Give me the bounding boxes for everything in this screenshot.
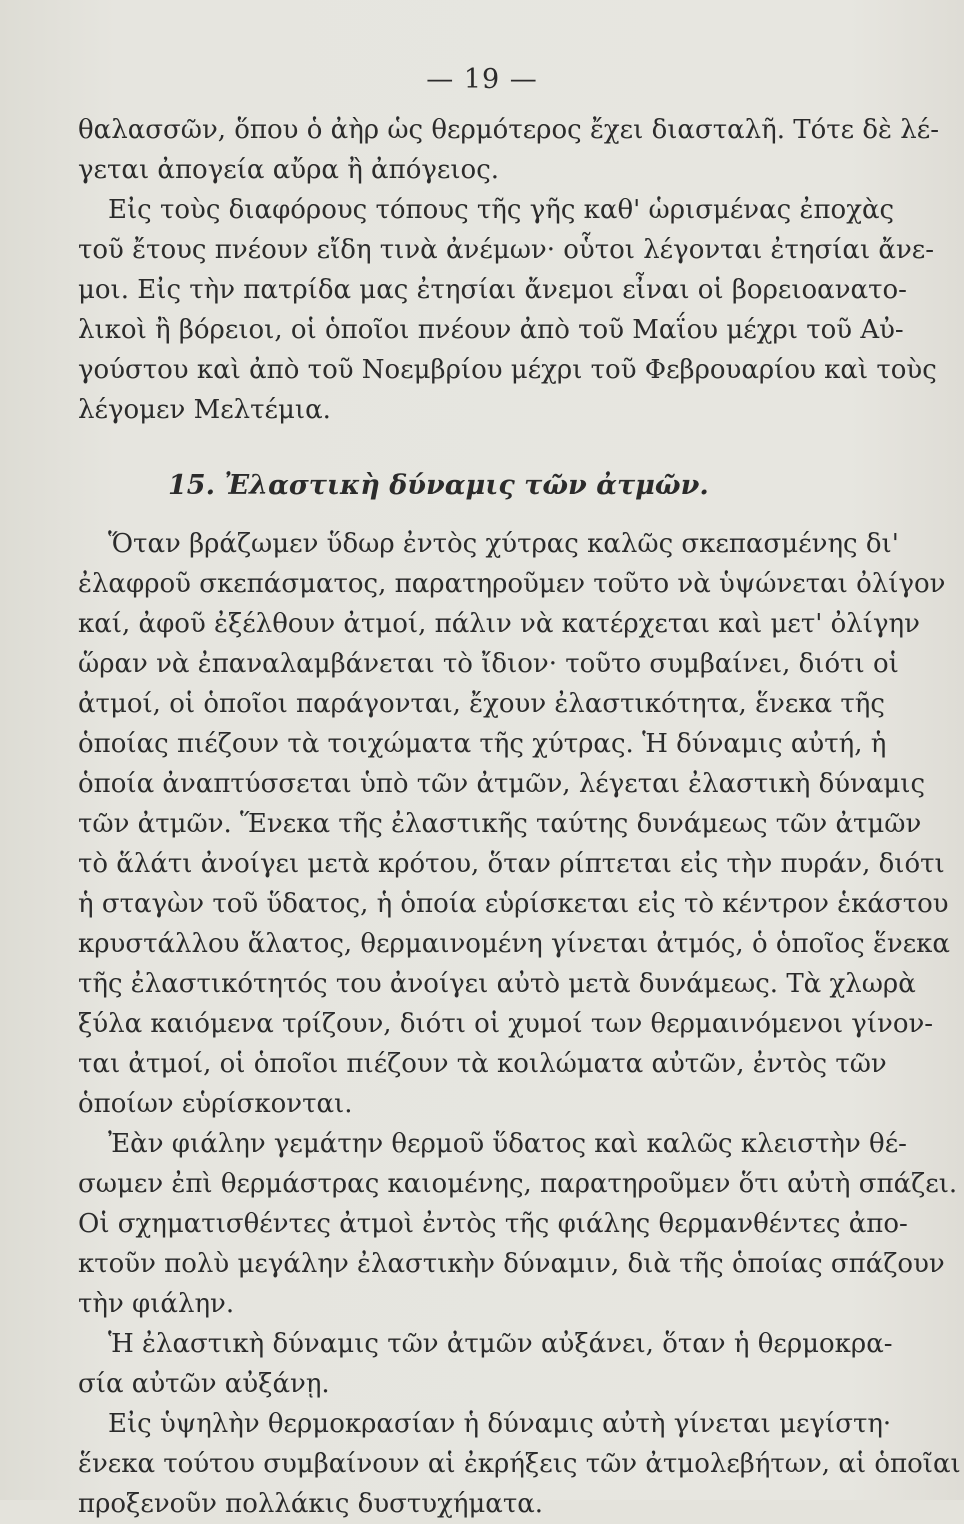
text-line: Οἱ σχηματισθέντες ἀτμοὶ ἐντὸς τῆς φιάλης θερμανθέντες ἀπο- <box>78 1209 908 1239</box>
text-line: ἀτμοί, οἱ ὁποῖοι παράγονται, ἔχουν ἐλαστικότητα, ἕνεκα τῆς <box>78 689 885 719</box>
text-line: κτοῦν πολὺ μεγάλην ἐλαστικὴν δύναμιν, διὰ τῆς ὁποίας σπάζουν <box>78 1249 945 1279</box>
text-line: ξύλα καιόμενα τρίζουν, διότι οἱ χυμοί των θερμαινόμενοι γίνον- <box>78 1009 934 1039</box>
section-heading: 15. Ἐλαστικὴ δύναμις τῶν ἀτμῶν. <box>168 470 709 501</box>
text-line: λέγομεν Μελτέμια. <box>78 395 331 425</box>
text-line: Ἐὰν φιάλην γεμάτην θερμοῦ ὕδατος καὶ καλῶς κλειστὴν θέ- <box>108 1129 907 1159</box>
text-line: ὁποία ἀναπτύσσεται ὑπὸ τῶν ἀτμῶν, λέγεται ἐλαστικὴ δύναμις <box>78 769 926 799</box>
text-line: λικοὶ ἢ βόρειοι, οἱ ὁποῖοι πνέουν ἀπὸ τοῦ Μαΐου μέχρι τοῦ Αὐ- <box>78 315 904 345</box>
page-text <box>78 110 961 1524</box>
text-line: σωμεν ἐπὶ θερμάστρας καιομένης, παρατηροῦμεν ὅτι αὐτὴ σπάζει. <box>78 1169 958 1199</box>
text-line: Εἰς τοὺς διαφόρους τόπους τῆς γῆς καθ' ὡρισμένας ἐποχὰς <box>108 195 895 225</box>
text-line: μοι. Εἰς τὴν πατρίδα μας ἐτησίαι ἄνεμοι εἶναι οἱ βορειοανατο- <box>78 275 907 305</box>
text-line: τὸ ἅλάτι ἀνοίγει μετὰ κρότου, ὅταν ρίπτεται εἰς τὴν πυράν, διότι <box>78 849 945 879</box>
text-line: ὥραν νὰ ἐπαναλαμβάνεται τὸ ἴδιον· τοῦτο συμβαίνει, διότι οἱ <box>78 649 899 679</box>
text-line: Ὅταν βράζωμεν ὕδωρ ἐντὸς χύτρας καλῶς σκεπασμένης δι' <box>108 529 899 559</box>
text-line: Εἰς ὑψηλὴν θερμοκρασίαν ἡ δύναμις αὐτὴ γίνεται μεγίστη· <box>108 1409 892 1439</box>
text-line: θαλασσῶν, ὅπου ὁ ἀὴρ ὡς θερμότερος ἔχει διασταλῆ. Τότε δὲ λέ- <box>78 115 939 145</box>
text-line: ται ἀτμοί, οἱ ὁποῖοι πιέζουν τὰ κοιλώματα αὐτῶν, ἐντὸς τῶν <box>78 1049 887 1079</box>
text-line: τῆς ἐλαστικότητός του ἀνοίγει αὐτὸ μετὰ δυνάμεως. Τὰ χλωρὰ <box>78 969 916 999</box>
text-line: τὴν φιάλην. <box>78 1289 235 1319</box>
text-line: γεται ἀπογεία αὔρα ἢ ἀπόγειος. <box>78 155 500 185</box>
text-line: καί, ἀφοῦ ἐξέλθουν ἀτμοί, πάλιν νὰ κατέρχεται καὶ μετ' ὀλίγην <box>78 609 920 639</box>
text-line: ὁποίων εὑρίσκονται. <box>78 1089 353 1119</box>
text-line: ἕνεκα τούτου συμβαίνουν αἱ ἐκρήξεις τῶν ἀτμολεβήτων, αἱ ὁποῖαι <box>78 1449 961 1479</box>
text-line: ἡ σταγὼν τοῦ ὕδατος, ἡ ὁποία εὑρίσκεται εἰς τὸ κέντρον ἑκάστου <box>78 889 949 919</box>
text-line: τῶν ἀτμῶν. Ἕνεκα τῆς ἐλαστικῆς ταύτης δυνάμεως τῶν ἀτμῶν <box>78 809 922 839</box>
text-line: γούστου καὶ ἀπὸ τοῦ Νοεμβρίου μέχρι τοῦ Φεβρουαρίου καὶ τοὺς <box>78 355 937 385</box>
page-number: — 19 — <box>426 64 538 95</box>
text-line: ὁποίας πιέζουν τὰ τοιχώματα τῆς χύτρας. Ἡ δύναμις αὐτή, ἡ <box>78 729 887 759</box>
text-line: Ἡ ἐλαστικὴ δύναμις τῶν ἀτμῶν αὐξάνει, ὅταν ἡ θερμοκρα- <box>108 1329 893 1359</box>
text-line: προξενοῦν πολλάκις δυστυχήματα. <box>78 1489 544 1519</box>
text-line: κρυστάλλου ἅλατος, θερμαινομένη γίνεται ἀτμός, ὁ ὁποῖος ἕνεκα <box>78 929 950 959</box>
text-line: ἐλαφροῦ σκεπάσματος, παρατηροῦμεν τοῦτο νὰ ὑψώνεται ὀλίγον <box>78 569 946 599</box>
text-line: τοῦ ἔτους πνέουν εἴδη τινὰ ἀνέμων· οὗτοι λέγονται ἐτησίαι ἄνε- <box>78 235 935 265</box>
text-line: σία αὐτῶν αὐξάνῃ. <box>78 1369 330 1399</box>
